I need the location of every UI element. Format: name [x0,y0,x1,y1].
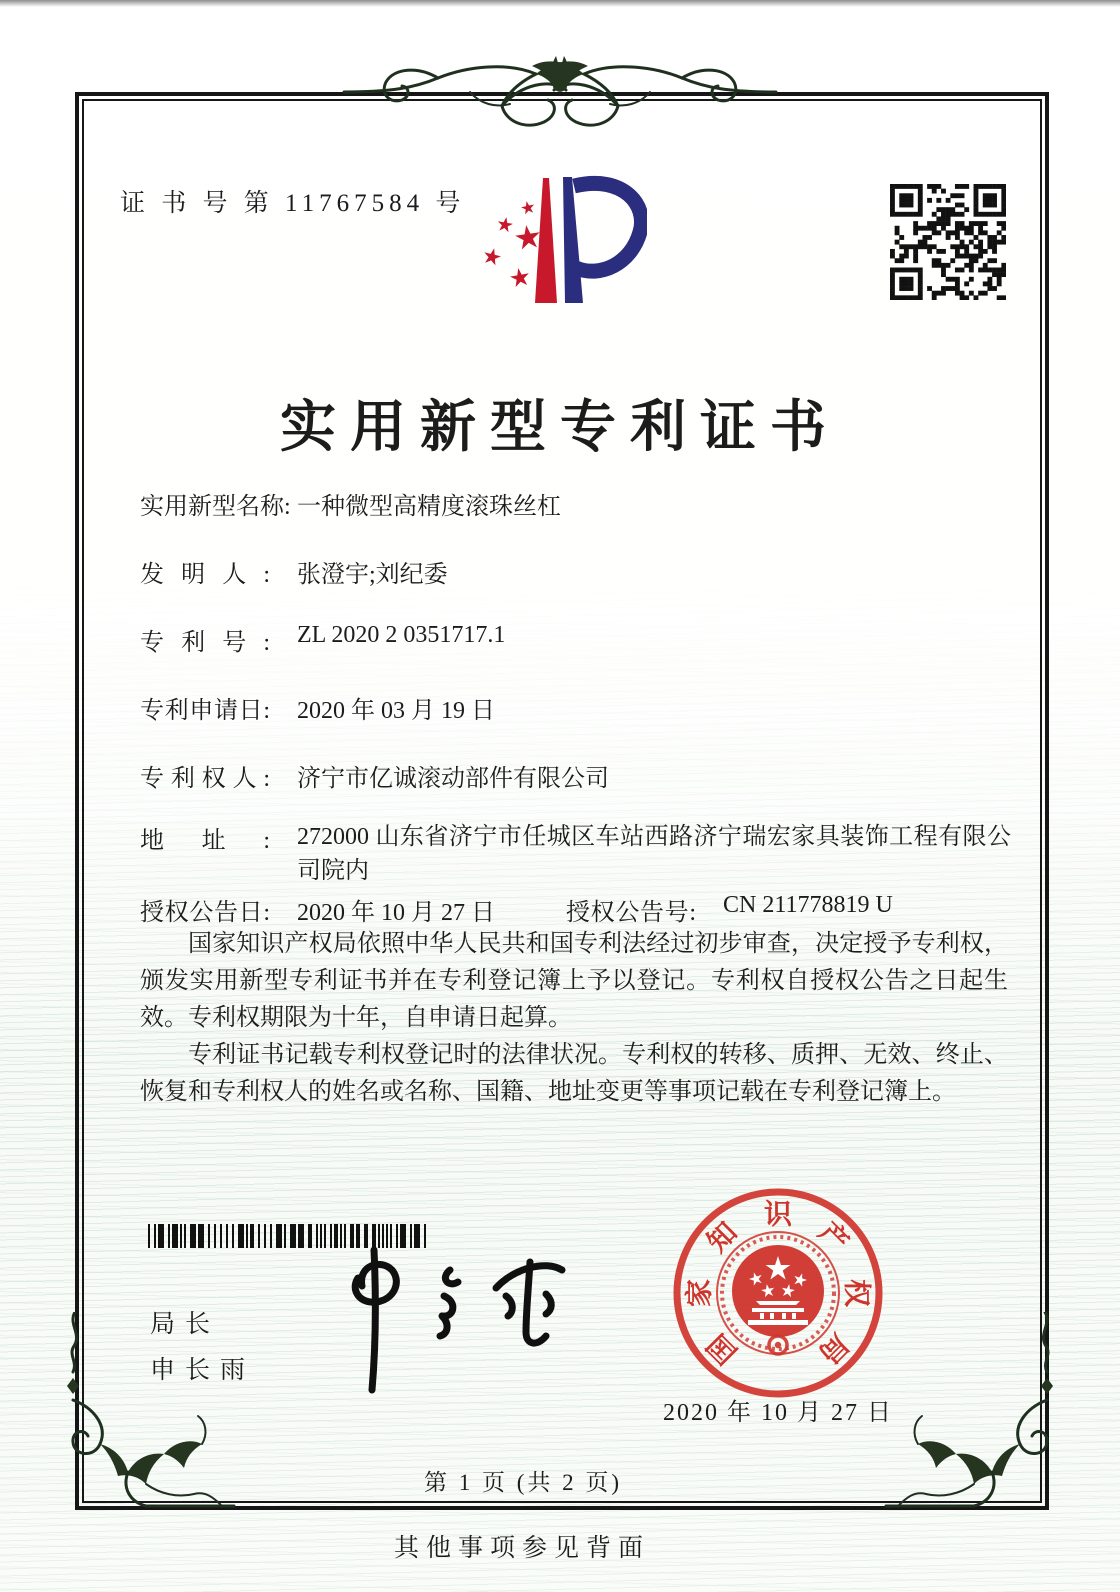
field-value: 张澄宇;刘纪委 [297,562,448,588]
field-label: 专利申请日: [140,698,270,724]
certificate-number: 证 书 号 第 11767584 号 [120,190,466,217]
director-name: 申长雨 [150,1357,256,1384]
cnipa-logo-icon [462,170,647,310]
field-row-grant-date [140,892,495,927]
field-row-patentee [140,758,609,793]
field-row-address [140,820,1011,888]
director-title: 局长 [150,1311,221,1338]
back-note: 其他事项参见背面 [393,1535,650,1562]
field-row-filing-date [140,690,495,725]
field-label: 授权公告号: [566,900,696,926]
field-label: 地址: [140,828,270,854]
field-label: 发明人: [140,562,270,588]
field-label: 专利号: [140,630,270,656]
legal-paragraph-1: 国家知识产权局依照中华人民共和国专利法经过初步审查，决定授予专利权，颁发实用新型专利证书并在专利登记簿上予以登记。专利权自授权公告之日起生效。专利权期限为十年，自申请日起算。 [140,931,1008,1031]
field-row-utility-model-name [140,486,561,521]
field-label: 专利权人: [140,766,270,792]
seal-char: 识 [763,1199,793,1231]
seal-char: 家 [684,1278,716,1308]
legal-paragraph-2: 专利证书记载专利权登记时的法律状况。专利权的转移、质押、无效、终止、恢复和专利权人的姓名或名称、国籍、地址变更等事项记载在专利登记簿上。 [140,1042,1008,1105]
seal-char: 局 [812,1327,855,1370]
certificate-title: 实用新型专利证书 [280,396,840,459]
national-emblem-icon [717,1232,839,1354]
seal-date: 2020 年 10 月 27 日 [663,1400,893,1426]
seal-char: 知 [701,1216,744,1259]
field-value: ZL 2020 2 0351717.1 [297,622,506,648]
field-label: 实用新型名称: [140,494,291,520]
field-row-grant-number [566,892,893,927]
seal-char: 国 [701,1327,744,1370]
qr-code [890,184,1006,300]
field-label: 授权公告日: [140,900,270,926]
field-row-inventor [140,554,448,589]
seal-char: 产 [812,1216,855,1259]
field-value: 272000 山东省济宁市任城区车站西路济宁瑞宏家具装饰工程有限公司院内 [297,824,1011,884]
field-value: CN 211778819 U [723,892,893,918]
cnipa-seal [650,1165,906,1421]
field-value: 济宁市亿诚滚动部件有限公司 [297,766,609,792]
field-value: 2020 年 03 月 19 日 [297,698,495,724]
page-number: 第 1 页 (共 2 页) [423,1470,623,1495]
field-value: 一种微型高精度滚珠丝杠 [297,494,561,520]
field-row-patent-number [140,622,505,657]
field-value: 2020 年 10 月 27 日 [297,900,495,926]
director-signature-icon [300,1244,590,1394]
seal-char: 权 [840,1278,872,1308]
